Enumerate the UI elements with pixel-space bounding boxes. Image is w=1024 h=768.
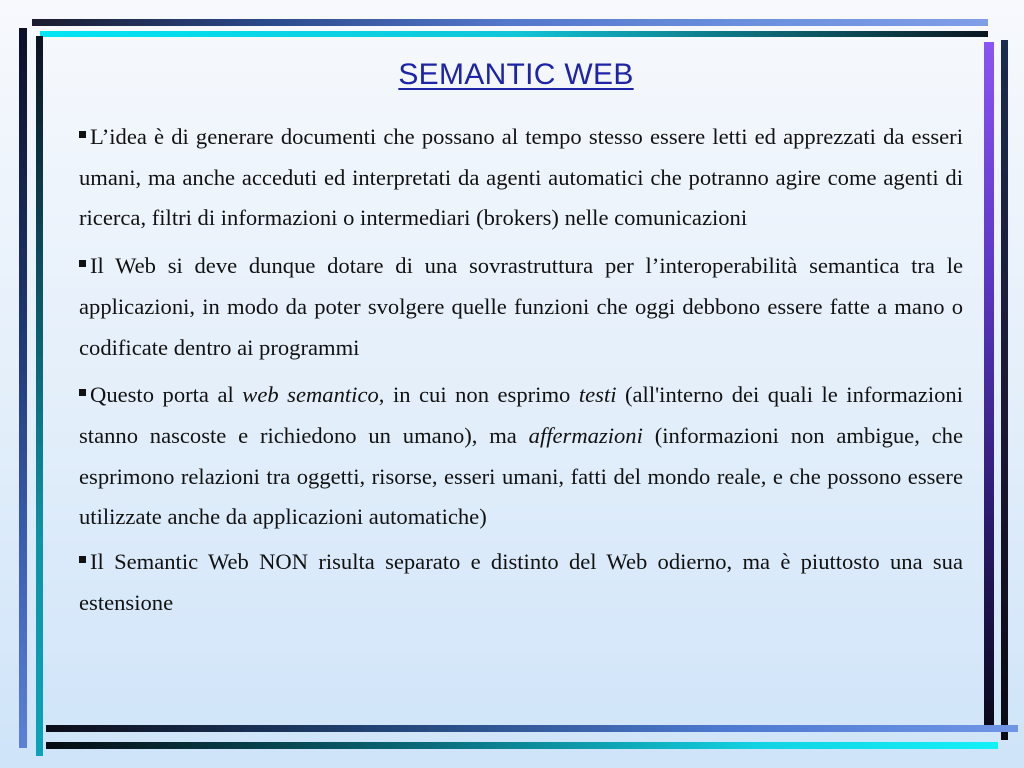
frame-bottom-bar-lower (46, 742, 998, 749)
emphasis-affermazioni: affermazioni (528, 422, 643, 448)
bullet-text-segment: Questo porta al (90, 382, 243, 408)
bullet-item (79, 375, 963, 538)
bullet-text-segment: (all'interno dei quali le informazioni stanno nascoste e richiedono un umano), ma (79, 382, 964, 448)
bullet-item (79, 246, 963, 368)
bullet-text-segment: , in cui non esprimo (378, 382, 579, 408)
square-bullet-icon (79, 131, 86, 138)
frame-right-bar-outer (1001, 40, 1008, 740)
bullet-text: Il Semantic Web NON risulta separato e distinto del Web odierno, ma è piuttosto una sua estensione (79, 549, 963, 615)
bullet-item (79, 117, 963, 239)
frame-left-bar-inner (36, 36, 43, 756)
emphasis-web-semantico: web semantico (242, 382, 379, 408)
emphasis-testi: testi (578, 382, 617, 408)
square-bullet-icon (79, 389, 86, 396)
bullet-list (79, 117, 963, 630)
bullet-text: L’idea è di generare documenti che possano al tempo stesso essere letti ed apprezzati da esseri umani, ma anche acceduti ed interpretati da agenti automatici che potranno agire come agenti di ricerca, filtri di informazioni o intermediari (brokers) nelle comunicazioni (79, 124, 963, 231)
square-bullet-icon (79, 260, 86, 267)
frame-left-bar-outer (19, 28, 27, 748)
frame-bottom-bar-upper (46, 725, 1018, 732)
frame-right-bar-inner (984, 42, 994, 728)
bullet-item (79, 542, 963, 623)
frame-top-bar-inner (40, 31, 988, 37)
bullet-text-segment: (informazioni non ambigue, che esprimono relazioni tra oggetti, risorse, esseri umani, fatti del mondo reale, e che possono essere utilizzate anche da applicazioni automatiche) (79, 422, 964, 530)
square-bullet-icon (79, 556, 86, 563)
slide-title: SEMANTIC WEB (398, 58, 634, 91)
bullet-text: Il Web si deve dunque dotare di una sovrastruttura per l’interoperabilità semantica tra le applicazioni, in modo da poter svolgere quelle funzioni che oggi debbono essere fatte a mano o codificate dentro ai programmi (79, 253, 963, 360)
frame-top-bar-outer (32, 19, 988, 26)
